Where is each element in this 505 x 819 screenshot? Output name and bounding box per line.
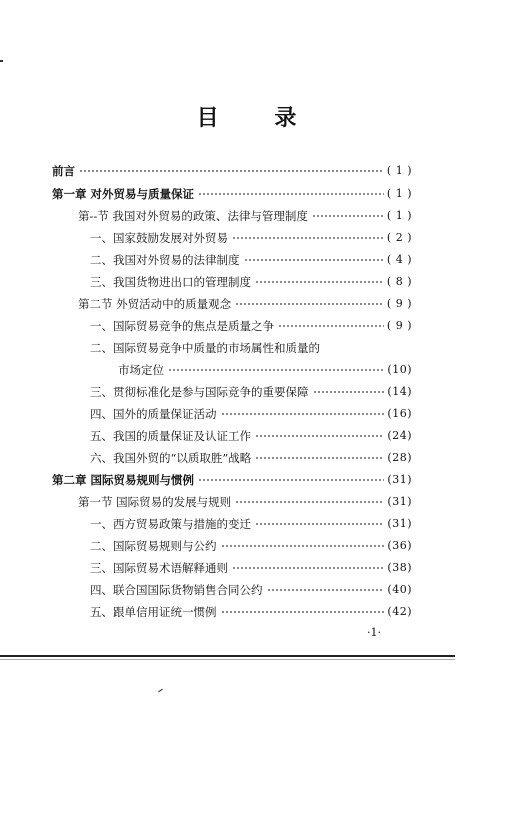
toc-entry-page: (42) <box>387 605 412 618</box>
dot-leader <box>168 369 384 371</box>
toc-entry-page: ( 1 ) <box>386 187 412 200</box>
toc-entry-item <box>90 516 412 532</box>
dot-leader <box>221 413 385 415</box>
toc-entry-label: 第二章 国际贸易规则与惯例 <box>52 473 195 487</box>
toc-entry-label: 三、国际贸易术语解释通则 <box>90 561 228 575</box>
toc-entry-item <box>90 582 412 598</box>
dot-leader <box>79 170 384 172</box>
dot-leader <box>278 325 384 327</box>
toc-entry-label: 一、国家鼓励发展对外贸易 <box>90 231 228 245</box>
toc-entry-preface <box>52 163 412 179</box>
dot-leader <box>221 545 385 547</box>
dot-leader <box>198 479 384 481</box>
toc-entry-label: 四、国外的质量保证活动 <box>90 407 217 421</box>
toc-entry-label: 市场定位 <box>118 363 164 377</box>
toc-entry-label: 第--节 我国对外贸易的政策、法律与管理制度 <box>78 209 308 223</box>
page-number: ·1· <box>367 626 381 639</box>
toc-entry-label: 三、我国货物进出口的管理制度 <box>90 275 251 289</box>
toc-entry-label: 四、联合国国际货物销售合同公约 <box>90 583 263 597</box>
toc-entry-page: ( 4 ) <box>386 253 412 266</box>
toc-entry-page: ( 9 ) <box>386 319 412 332</box>
toc-entry-page: (14) <box>387 385 412 398</box>
dot-leader <box>255 457 384 459</box>
toc-entry-item <box>90 428 412 444</box>
dot-leader <box>221 611 385 613</box>
dot-leader <box>255 281 384 283</box>
toc-entry-item <box>90 604 412 620</box>
page-bottom-rule <box>0 655 455 657</box>
toc-entry-item <box>90 274 412 290</box>
toc-entry-item <box>90 560 412 576</box>
toc-entry-section <box>78 494 412 510</box>
toc-entry-chapter-2 <box>52 472 412 488</box>
toc-entry-item-continuation <box>118 362 412 378</box>
toc-entry-item <box>90 340 412 356</box>
toc-entry-label: 三、贯彻标准化是参与国际竞争的重要保障 <box>90 385 309 399</box>
toc-entry-label: 五、我国的质量保证及认证工作 <box>90 429 251 443</box>
toc-entry-page: (24) <box>387 429 412 442</box>
dot-leader <box>313 391 385 393</box>
page-title: 目 录 <box>196 106 321 131</box>
toc-entry-item <box>90 252 412 268</box>
dot-leader <box>232 567 384 569</box>
dot-leader <box>235 303 384 305</box>
toc-entry-item <box>90 406 412 422</box>
toc-entry-chapter-1 <box>52 186 412 202</box>
toc-entry-item <box>90 230 412 246</box>
toc-entry-page: (28) <box>387 451 412 464</box>
toc-entry-page: (36) <box>387 539 412 552</box>
dot-leader <box>232 237 384 239</box>
toc-entry-page: (31) <box>387 473 412 486</box>
toc-entry-page: ( 8 ) <box>386 275 412 288</box>
dot-leader <box>255 435 384 437</box>
toc-entry-label: 二、我国对外贸易的法律制度 <box>90 253 240 267</box>
toc-entry-page: ( 9 ) <box>386 297 412 310</box>
scan-speck <box>0 60 3 62</box>
dot-leader <box>267 589 385 591</box>
toc-entry-label: 一、西方贸易政策与措施的变迁 <box>90 517 251 531</box>
toc-entry-page: (40) <box>387 583 412 596</box>
toc-entry-label: 二、国际贸易竞争中质量的市场属性和质量的 <box>90 341 320 355</box>
toc-entry-page: (31) <box>387 495 412 508</box>
toc-entry-label: 第一章 对外贸易与质量保证 <box>52 187 195 201</box>
toc-entry-page: (38) <box>387 561 412 574</box>
dot-leader <box>235 501 384 503</box>
toc-entry-section <box>78 296 412 312</box>
toc-entry-item <box>90 318 412 334</box>
dot-leader <box>312 215 384 217</box>
toc-entry-item <box>90 384 412 400</box>
toc-entry-page: (10) <box>387 363 412 376</box>
toc-entry-page: ( 1 ) <box>386 209 412 222</box>
toc-entry-item <box>90 538 412 554</box>
page-bottom-rule-shadow <box>0 659 455 660</box>
toc-entry-page: ( 1 ) <box>386 164 412 177</box>
dot-leader <box>198 193 384 195</box>
toc-entry-page: ( 2 ) <box>386 231 412 244</box>
toc-entry-label: 第二节 外贸活动中的质量观念 <box>78 297 232 311</box>
dot-leader <box>244 259 384 261</box>
toc-entry-label: 六、我国外贸的“以质取胜”战略 <box>90 451 252 465</box>
toc-entry-label: 第一节 国际贸易的发展与规则 <box>78 495 232 509</box>
toc-entry-label: 二、国际贸易规则与公约 <box>90 539 217 553</box>
toc-entry-page: (31) <box>387 517 412 530</box>
toc-entry-label: 一、国际贸易竞争的焦点是质量之争 <box>90 319 274 333</box>
toc-entry-label: 前言 <box>52 164 75 178</box>
toc-entry-page: (16) <box>387 407 412 420</box>
toc-entry-label: 五、跟单信用证统一惯例 <box>90 605 217 619</box>
toc-entry-section <box>78 208 412 224</box>
dot-leader <box>255 523 384 525</box>
toc-entry-item <box>90 450 412 466</box>
